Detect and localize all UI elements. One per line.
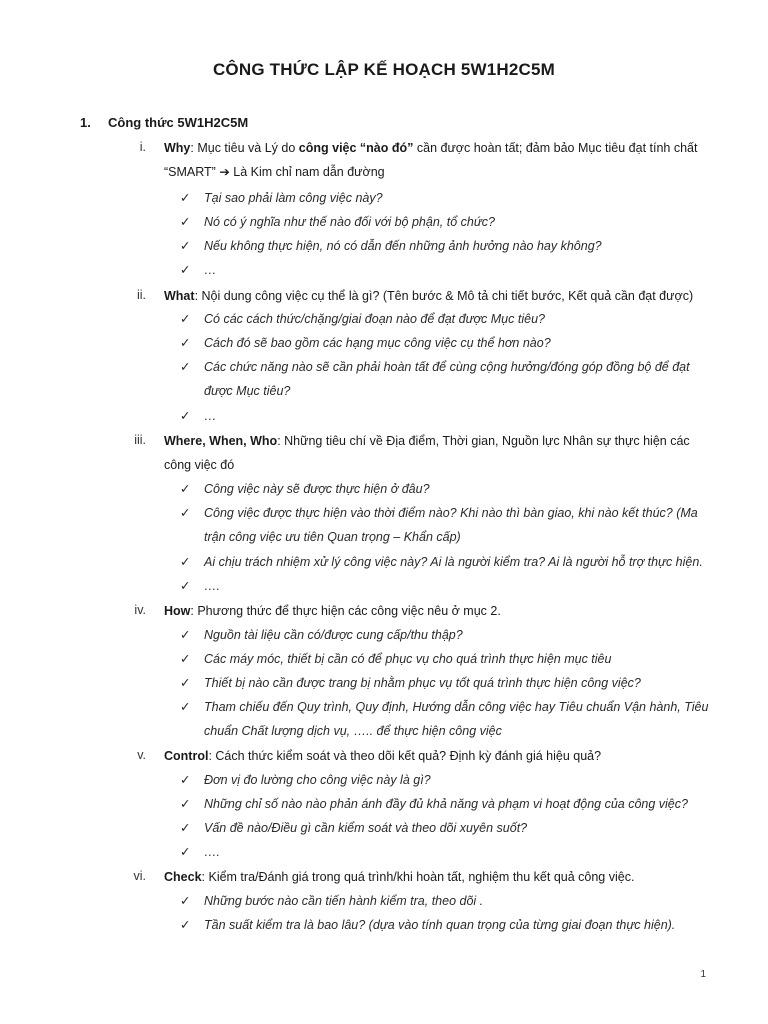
item-lead: How: [164, 604, 191, 618]
item-number: vi.: [133, 869, 146, 883]
item-text-part: : Cách thức kiểm soát và theo dõi kết quả? Định kỳ đánh giá hiệu quả?: [208, 749, 602, 763]
check-icon: ✓: [180, 482, 191, 496]
check-icon: ✓: [180, 652, 191, 666]
item-text: [164, 136, 709, 184]
check-icon: ✓: [180, 312, 191, 326]
item-lead: Check: [164, 870, 202, 884]
check-icon: ✓: [180, 676, 191, 690]
bullet-text: Những chỉ số nào nào phản ánh đầy đủ khả năng và phạm vi hoạt động của công việc?: [204, 797, 688, 811]
check-icon: ✓: [180, 263, 191, 277]
item-number: i.: [139, 140, 146, 154]
item-number: iv.: [134, 603, 146, 617]
bullet-text: Vấn đề nào/Điều gì cần kiểm soát và theo dõi xuyên suốt?: [204, 821, 528, 835]
item-lead: Why: [164, 141, 191, 155]
section-number: 1.: [80, 115, 91, 130]
section-heading: [80, 115, 248, 130]
item-number: v.: [137, 748, 146, 762]
item-text: [164, 599, 709, 623]
check-icon: ✓: [180, 700, 191, 714]
item-text-emphasis: công việc “nào đó”: [298, 141, 414, 155]
check-icon: ✓: [180, 628, 191, 642]
check-icon: ✓: [180, 821, 191, 835]
bullet-text: Đơn vị đo lường cho công việc này là gì?: [204, 773, 431, 787]
bullet-text: Tại sao phải làm công việc này?: [204, 191, 383, 205]
bullet-text: …: [204, 263, 217, 277]
item-lead: What: [164, 289, 195, 303]
check-icon: ✓: [180, 894, 191, 908]
item-lead: Where, When, Who: [164, 434, 278, 448]
check-icon: ✓: [180, 215, 191, 229]
item-text-part: : Mục tiêu và Lý do: [190, 141, 299, 155]
item-lead: Control: [164, 749, 209, 763]
check-icon: ✓: [180, 773, 191, 787]
bullet-text: Các máy móc, thiết bị cần có để phục vụ cho quá trình thực hiện mục tiêu: [204, 652, 612, 666]
bullet-text: Công việc này sẽ được thực hiện ở đâu?: [204, 482, 430, 496]
check-icon: ✓: [180, 579, 191, 593]
item-text: [164, 865, 709, 889]
check-icon: ✓: [180, 239, 191, 253]
bullet-text: Nó có ý nghĩa như thế nào đối với bộ phận, tổ chức?: [204, 215, 495, 229]
bullet-text: Cách đó sẽ bao gồm các hạng mục công việc cụ thể hơn nào?: [204, 336, 551, 350]
check-icon: ✓: [180, 555, 191, 569]
bullet-text: Nguồn tài liệu cần có/được cung cấp/thu thập?: [204, 628, 463, 642]
item-text-part: cần được hoàn tất; đảm bảo Mục tiêu đạt tính chất “SMART” ➔ Là Kim chỉ nam dẫn đường: [164, 141, 698, 179]
bullet-text: Có các cách thức/chặng/giai đoạn nào để đạt được Mục tiêu?: [204, 312, 545, 326]
check-icon: ✓: [180, 845, 191, 859]
bullet-text: Thiết bị nào cần được trang bị nhằm phục vụ tốt quá trình thực hiện công việc?: [204, 676, 641, 690]
check-icon: ✓: [180, 191, 191, 205]
item-text-part: : Những tiêu chí về Địa điểm, Thời gian, Nguồn lực Nhân sự thực hiện các công việc đó: [164, 434, 690, 472]
item-text: [164, 744, 709, 768]
item-text: [164, 284, 709, 308]
item-text: [164, 429, 709, 477]
bullet-text: …: [204, 409, 217, 423]
bullet-text: Công việc được thực hiện vào thời điểm nào? Khi nào thì bàn giao, khi nào kết thúc? (Ma trận công việc ưu tiên Quan trọng – Khẩn cấp): [204, 506, 698, 544]
bullet-text: Ai chịu trách nhiệm xử lý công việc này? Ai là người kiểm tra? Ai là người hỗ trợ thực hiện.: [204, 555, 703, 569]
item-text-part: : Phương thức để thực hiện các công việc nêu ở mục 2.: [190, 604, 501, 618]
bullet-text: ….: [204, 845, 220, 859]
bullet-text: ….: [204, 579, 220, 593]
document-title: CÔNG THỨC LẬP KẾ HOẠCH 5W1H2C5M: [212, 60, 556, 79]
item-number: iii.: [134, 433, 146, 447]
check-icon: ✓: [180, 797, 191, 811]
check-icon: ✓: [180, 409, 191, 423]
page-number: 1: [700, 969, 706, 980]
bullet-text: Tham chiếu đến Quy trình, Quy định, Hướng dẫn công việc hay Tiêu chuẩn Vận hành, Tiêu chuẩn Chất lượng dịch vụ, ….. để thực hiện công việc: [204, 700, 709, 738]
check-icon: ✓: [180, 360, 191, 374]
bullet-text: Tần suất kiểm tra là bao lâu? (dựa vào tính quan trọng của từng giai đoạn thực hiện).: [204, 918, 676, 932]
bullet-text: Nếu không thực hiện, nó có dẫn đến những ảnh hưởng nào hay không?: [204, 239, 602, 253]
item-text-part: : Kiểm tra/Đánh giá trong quá trình/khi hoàn tất, nghiệm thu kết quả công việc.: [201, 870, 635, 884]
check-icon: ✓: [180, 918, 191, 932]
item-number: ii.: [136, 288, 146, 302]
section-title: Công thức 5W1H2C5M: [108, 115, 249, 130]
check-icon: ✓: [180, 506, 191, 520]
bullet-text: Các chức năng nào sẽ cần phải hoàn tất để cùng cộng hưởng/đóng góp đồng bộ để đạt được Mục tiêu?: [204, 360, 690, 398]
check-icon: ✓: [180, 336, 191, 350]
bullet-text: Những bước nào cần tiến hành kiểm tra, theo dõi .: [204, 894, 484, 908]
item-text-part: : Nội dung công việc cụ thể là gì? (Tên bước & Mô tả chi tiết bước, Kết quả cần đạt được): [194, 289, 694, 303]
